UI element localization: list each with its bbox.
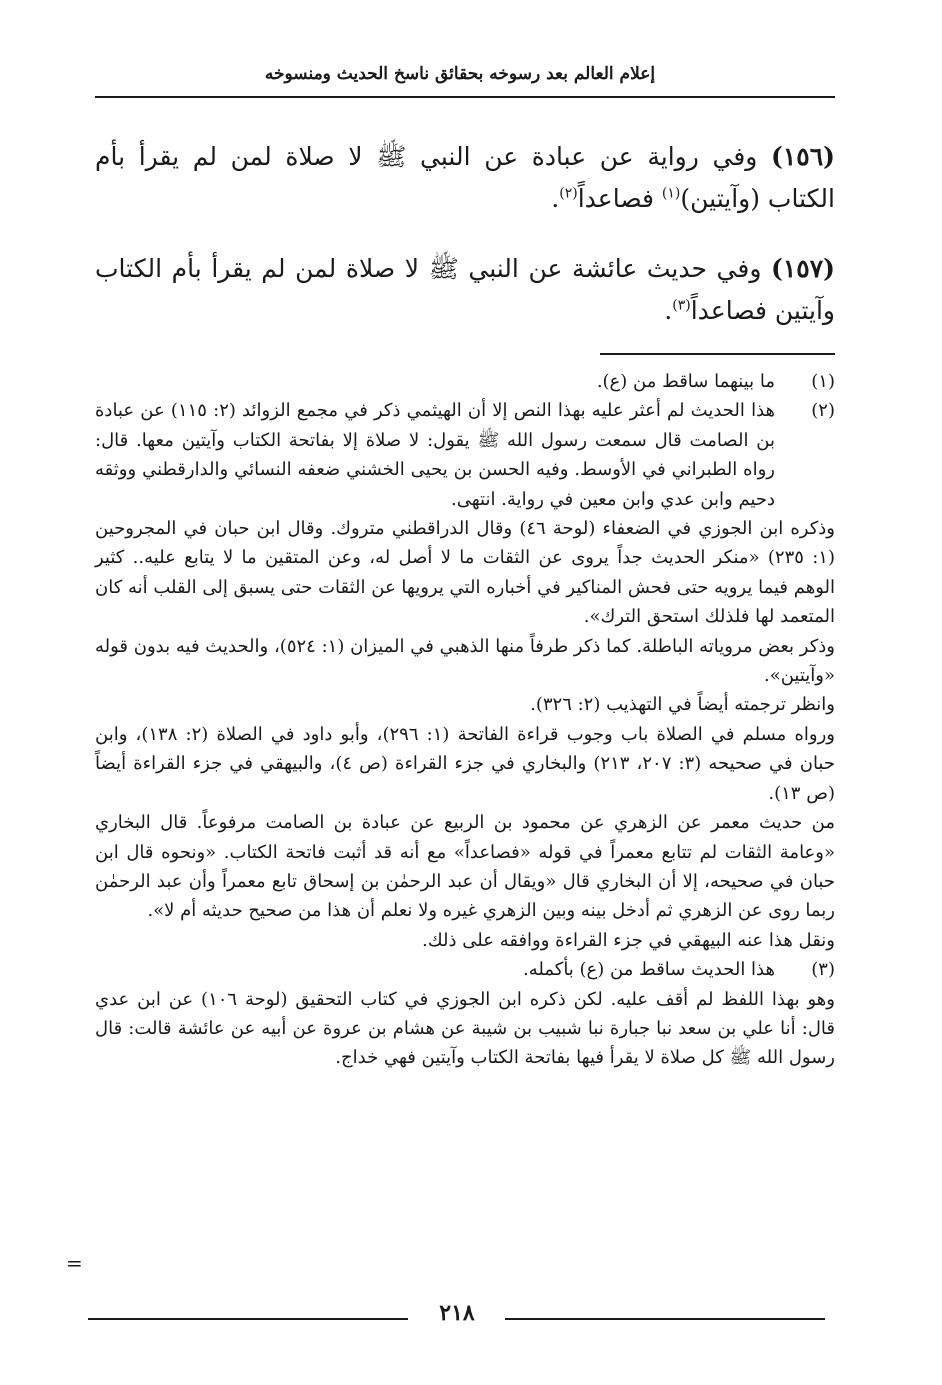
footnote-1 [95,367,835,396]
footnote-number: (٣) [811,959,835,981]
paragraph-end: . [551,184,560,213]
footnote-text: هذا الحديث ساقط من (ع) بأكمله. [523,959,775,981]
footnote-2 [95,396,835,955]
footnote-text: وهو بهذا اللفظ لم أقف عليه. لكن ذكره ابن الجوزي في كتاب التحقيق (لوحة ١٠٦) عن ابن عدي قال: أنا علي بن سعد نبا جبارة نبا شبيب بن شيبة عن هشام بن عروة عن أبيه عن عائشة قالت: قال رسول الله ﷺ كل صلاة لا يقرأ فيها بفاتحة الكتاب وآيتين فهي خداج. [95,988,835,1069]
footnote-ref-2[interactable]: (٢) [559,185,578,202]
footnote-text: وذكره ابن الجوزي في الضعفاء (لوحة ٤٦) وقال الدراقطني متروك. وقال ابن حبان في المجروحين (١: ٢٣٥) «منكر الحديث جداً يروى عن الثقات ما لا أصل له، وعن المتقين ما لا يتابع عليه.. كثير الوهم فيما يرويه حتى فحش المناكير في أخباره التي يرويها عن الثقات حتى يسبق إلى القلب أنه كان المتعمد لها فلذلك استحق الترك». [95,518,835,628]
continuation-mark: = [66,1251,83,1275]
footnote-3 [95,955,835,1073]
paragraph-text-continued: فصاعداً [577,184,654,213]
footnote-ref-1[interactable]: (١) [661,185,681,202]
footnote-separator [600,353,835,355]
paragraph-156 [95,136,835,220]
header-rule [95,96,835,98]
footer-rule-left [88,1318,408,1320]
footnote-text: وانظر ترجمته أيضاً في التهذيب (٢: ٣٢٦). [530,694,835,716]
footnote-text: ورواه مسلم في الصلاة باب وجوب قراءة الفاتحة (١: ٢٩٦)، وأبو داود في الصلاة (٢: ١٣٨)، وابن حبان في صحيحه (٣: ٢٠٧، ٢١٣) والبخاري في جزء القراءة (ص ٤)، والبيهقي في جزء القراءة أيضاً (ص ١٣). [95,723,835,804]
footnotes-section [95,367,835,1073]
footnote-text: وذكر بعض مروياته الباطلة. كما ذكر طرفاً منها الذهبي في الميزان (١: ٥٢٤)، والحديث فيه بدون قوله «وآيتين». [95,635,835,687]
footnote-text: ما بينهما ساقط من (ع). [596,371,775,392]
footnote-number: (١) [811,371,835,392]
footer-rule-right [505,1318,825,1320]
paragraph-text: وفي حديث عائشة عن النبي ﷺ لا صلاة لمن لم يقرأ بأم الكتاب وآيتين فصاعداً [95,254,835,325]
page-number: ٢١٨ [439,1300,475,1326]
footnote-text: ونقل هذا عنه البيهقي في جزء القراءة ووافقه على ذلك. [422,929,835,951]
footnote-ref-3[interactable]: (٣) [672,297,691,314]
paragraph-157 [95,248,835,332]
paragraph-number: (١٥٧) [771,254,835,283]
running-header-title: إعلام العالم بعد رسوخه بحقائق ناسخ الحديث ومنسوخه [264,64,656,84]
paragraph-end: . [664,296,673,325]
paragraph-number: (١٥٦) [771,142,836,171]
paragraph-text: وفي رواية عن عبادة عن النبي ﷺ لا صلاة لمن لم يقرأ بأم الكتاب (وآيتين) [95,142,835,213]
footnote-text: من حديث معمر عن الزهري عن محمود بن الربيع عن عبادة بن الصامت مرفوعاً. قال البخاري «وعامة الثقات لم تتابع معمراً في قوله «فصاعداً» مع أنه قد أثبت فاتحة الكتاب. «ونحوه قال ابن حبان في صحيحه، إلا أن البخاري قال «ويقال أن عبد الرحمٰن بن إسحاق تابع معمراً وأن عبد الرحمٰن ربما روى عن الزهري ثم أدخل بينه وبين الزهري غيره ولا نعلم أن هذا من صحيح حديثه أم لا». [95,812,835,922]
footnote-number: (٢) [811,400,835,422]
footnote-text: هذا الحديث لم أعثر عليه بهذا النص إلا أن الهيثمي ذكر في مجمع الزوائد (٢: ١١٥) عن عبادة بن الصامت قال سمعت رسول الله ﷺ يقول: لا صلاة إلا بفاتحة الكتاب وآيتين معها. قال: رواه الطبراني في الأوسط. وفيه الحسن بن يحيى الخشني ضعفه النسائي والدارقطني ووثقه دحيم وابن عدي وابن معين في رواية. انتهى. [95,400,776,510]
